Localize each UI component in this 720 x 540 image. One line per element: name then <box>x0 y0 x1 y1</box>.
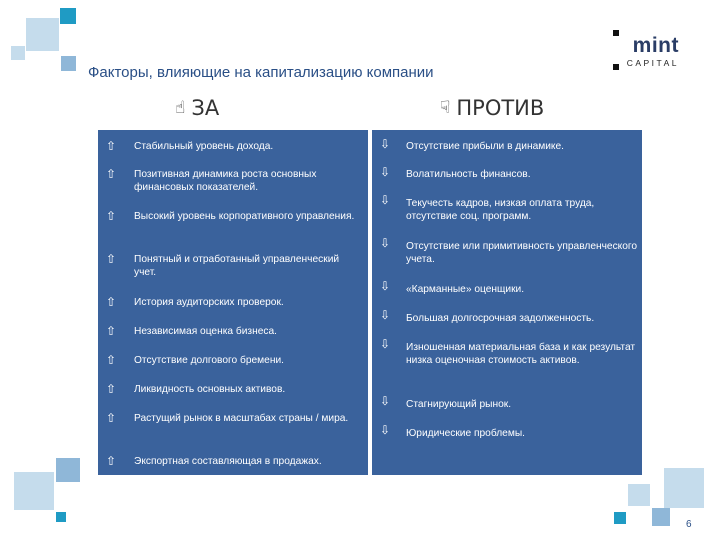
con-item: Волатильность финансов. <box>406 169 531 180</box>
pro-item: Растущий рынок в масштабах страны / мира. <box>134 413 349 424</box>
pro-item: Высокий уровень корпоративного управления. <box>134 211 355 222</box>
arrow-down-icon: ⇩ <box>380 394 391 408</box>
arrow-down-icon: ⇩ <box>380 236 391 250</box>
arrow-down-icon: ⇩ <box>380 423 391 437</box>
arrow-up-icon: ⇧ <box>106 209 117 223</box>
arrow-up-icon: ⇧ <box>106 252 117 266</box>
arrow-up-icon: ⇧ <box>106 139 117 153</box>
pro-item: Ликвидность основных активов. <box>134 384 286 395</box>
logo-corner-icon <box>613 30 627 70</box>
arrow-up-icon: ⇧ <box>106 382 117 396</box>
con-item: Большая долгосрочная задолженность. <box>406 313 595 324</box>
arrow-down-icon: ⇩ <box>380 137 391 151</box>
arrow-down-icon: ⇩ <box>380 193 391 207</box>
pro-item: Стабильный уровень дохода. <box>134 141 274 152</box>
con-item: Стагнирующий рынок. <box>406 399 512 410</box>
cons-panel <box>372 130 642 475</box>
arrow-up-icon: ⇧ <box>106 353 117 367</box>
header-con-label: ПРОТИВ <box>456 96 545 120</box>
decor-square <box>652 508 670 526</box>
arrow-up-icon: ⇧ <box>106 411 117 425</box>
decor-square <box>60 8 76 24</box>
decor-square <box>61 56 76 71</box>
arrow-up-icon: ⇧ <box>106 454 117 468</box>
pro-item: Экспортная составляющая в продажах. <box>134 456 322 467</box>
logo-capital-text: CAPITAL <box>626 58 679 68</box>
decor-square <box>56 458 80 482</box>
pro-item: Независимая оценка бизнеса. <box>134 326 277 337</box>
arrow-down-icon: ⇩ <box>380 308 391 322</box>
arrow-down-icon: ⇩ <box>380 279 391 293</box>
arrow-up-icon: ⇧ <box>106 295 117 309</box>
pro-item: Понятный и отработанный управленческий учет. <box>134 254 340 278</box>
thumbs-down-icon: ☟ <box>440 98 451 118</box>
con-item: Отсутствие прибыли в динамике. <box>406 141 565 152</box>
decor-square <box>664 468 704 508</box>
pros-panel <box>98 130 368 475</box>
mint-capital-logo <box>613 30 685 72</box>
con-item: Текучесть кадров, низкая оплата труда, отсутствие соц. программ. <box>406 198 595 222</box>
decor-square <box>56 512 66 522</box>
page-title: Факторы, влияющие на капитализацию компании <box>88 64 434 81</box>
con-item: «Карманные» оценщики. <box>406 284 525 295</box>
header-pro-label: ЗА <box>191 96 220 120</box>
header-pro <box>175 96 219 120</box>
logo-mint-text: mint <box>632 34 679 57</box>
arrow-down-icon: ⇩ <box>380 165 391 179</box>
con-item: Изношенная материальная база и как результат низка оценочная стоимость активов. <box>406 342 636 366</box>
pro-item: История аудиторских проверок. <box>134 297 284 308</box>
arrow-down-icon: ⇩ <box>380 337 391 351</box>
pro-item: Позитивная динамика роста основных финансовых показателей. <box>134 169 317 193</box>
decor-square <box>14 472 54 510</box>
header-con <box>440 96 544 120</box>
decor-square <box>11 46 25 60</box>
arrow-up-icon: ⇧ <box>106 324 117 338</box>
con-item: Отсутствие или примитивность управленческого учета. <box>406 241 638 265</box>
con-item: Юридические проблемы. <box>406 428 525 439</box>
thumbs-up-icon: ☝ <box>175 98 186 118</box>
pro-item: Отсутствие долгового бремени. <box>134 355 284 366</box>
page-number: 6 <box>686 519 692 530</box>
decor-square <box>26 18 59 51</box>
decor-square <box>628 484 650 506</box>
arrow-up-icon: ⇧ <box>106 167 117 181</box>
decor-square <box>614 512 626 524</box>
